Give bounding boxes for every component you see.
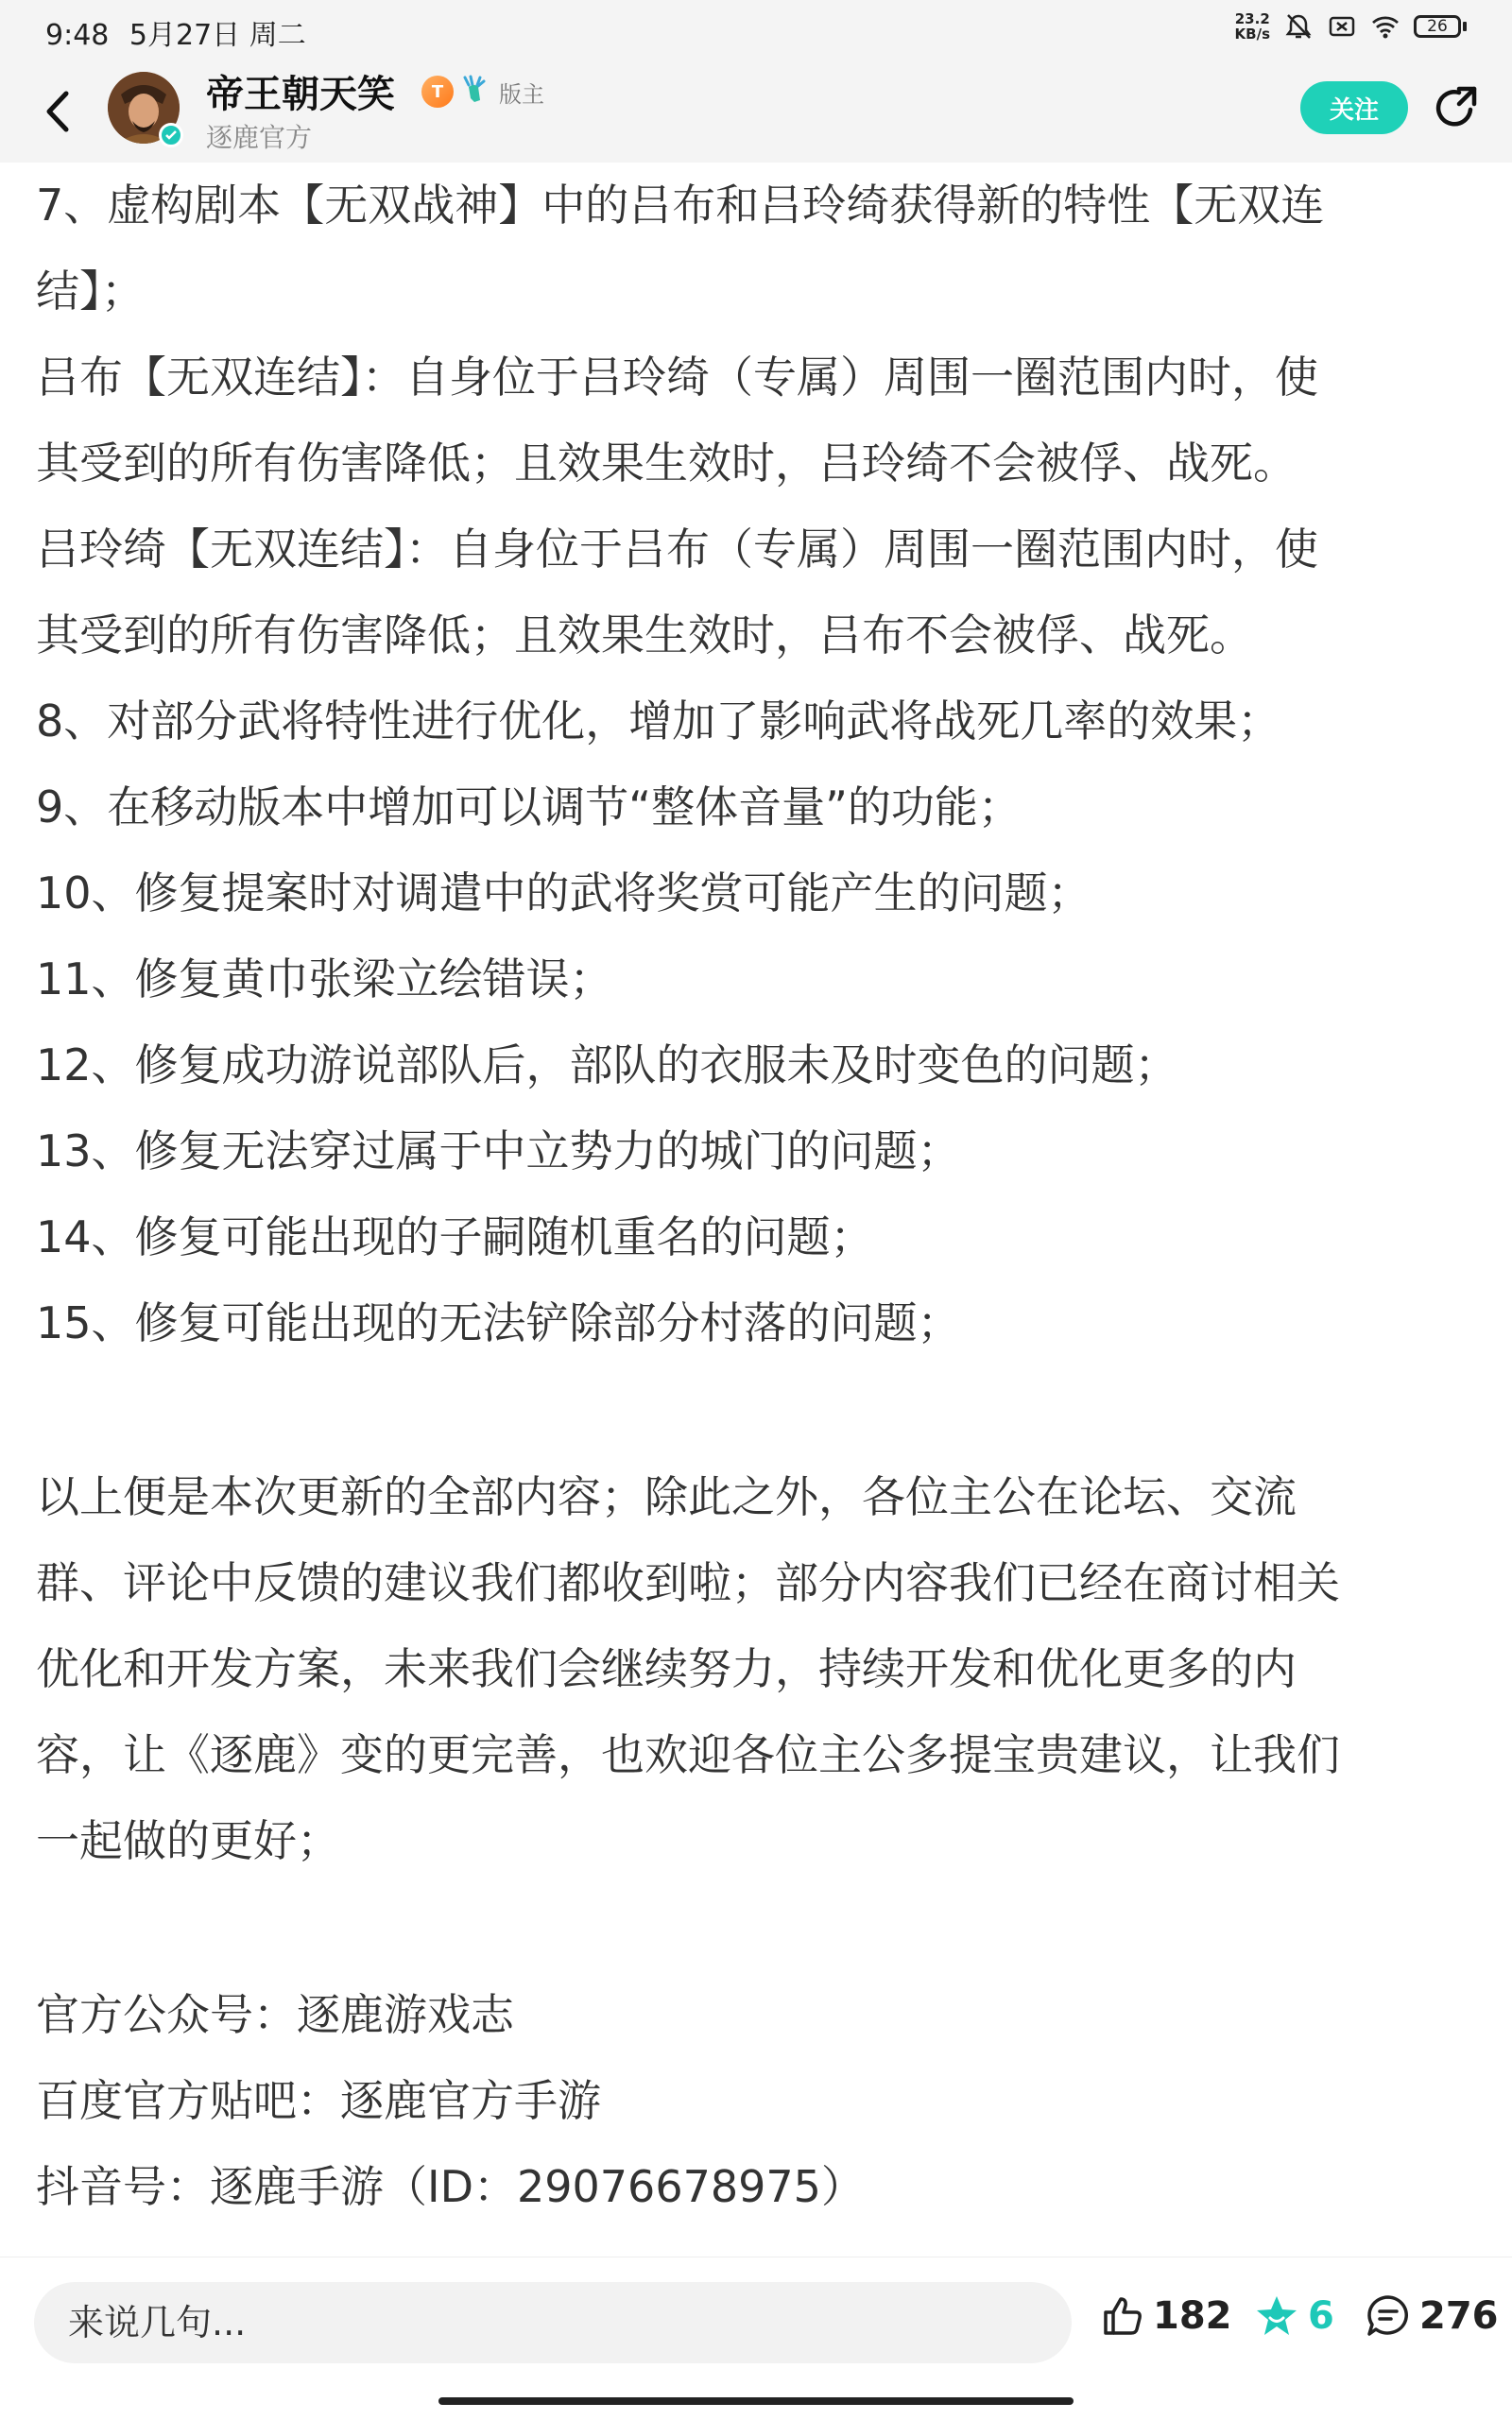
status-icons (1235, 11, 1467, 42)
post-header (0, 59, 1512, 163)
favorite-count: 6 (1308, 2294, 1334, 2338)
level-badge-icon: T (421, 76, 454, 108)
network-speed-unit: KB/s (1234, 26, 1270, 43)
chevron-left-icon (43, 90, 72, 133)
star-icon (1253, 2293, 1300, 2339)
bottom-action-bar (0, 2257, 1512, 2420)
share-icon[interactable] (1431, 83, 1480, 132)
favorite-button[interactable] (1253, 2293, 1334, 2339)
status-date: 5月27日 周二 (129, 19, 306, 52)
article-line: 结】； (36, 266, 145, 317)
thumbs-up-icon (1100, 2293, 1145, 2339)
like-button[interactable] (1100, 2293, 1232, 2339)
article-line: 容，让《逐鹿》变的更完善，也欢迎各位主公多提宝贵建议，让我们 (36, 1729, 1340, 1780)
comment-bubble-icon (1365, 2293, 1412, 2339)
no-sim-icon (1327, 11, 1357, 42)
article-line: 10、修复提案时对调遣中的武将奖赏可能产生的问题； (36, 867, 1091, 918)
comment-count: 276 (1419, 2294, 1499, 2338)
user-name[interactable]: 帝王朝天笑 (206, 73, 395, 116)
article-line: 百度官方贴吧：逐鹿官方手游 (36, 2075, 601, 2126)
article-line: 15、修复可能出现的无法铲除部分村落的问题； (36, 1297, 961, 1348)
article-line: 9、在移动版本中增加可以调节“整体音量”的功能； (36, 781, 1022, 832)
post-content (36, 163, 1476, 2230)
article-line: 吕布【无双连结】：自身位于吕玲绮（专属）周围一圈范围内时，使 (36, 352, 1318, 403)
battery-icon (1414, 15, 1467, 38)
article-line: 其受到的所有伤害降低；且效果生效时，吕玲绮不会被俘、战死。 (36, 438, 1297, 489)
battery-level: 26 (1414, 15, 1461, 38)
article-line: 13、修复无法穿过属于中立势力的城门的问题； (36, 1125, 961, 1176)
user-subtitle: 逐鹿官方 (206, 122, 313, 153)
article-line: 优化和开发方案，未来我们会继续努力，持续开发和优化更多的内 (36, 1643, 1297, 1694)
like-count: 182 (1153, 2294, 1232, 2338)
article-line: 7、虚构剧本【无双战神】中的吕布和吕玲绮获得新的特性【无双连 (36, 180, 1325, 231)
paragraph-spacer (36, 1366, 1476, 1454)
moderator-label: 版主 (499, 81, 544, 108)
article-line: 12、修复成功游说部队后，部队的衣服未及时变色的问题； (36, 1039, 1178, 1090)
follow-button[interactable]: 关注 (1300, 81, 1408, 134)
deer-badge-icon (457, 74, 490, 106)
article-line: 以上便是本次更新的全部内容；除此之外，各位主公在论坛、交流 (36, 1471, 1297, 1522)
article-line: 一起做的更好； (36, 1815, 340, 1866)
wifi-icon (1370, 11, 1400, 42)
article-line: 14、修复可能出现的子嗣随机重名的问题； (36, 1211, 874, 1262)
home-indicator[interactable] (438, 2397, 1074, 2405)
article-line: 8、对部分武将特性进行优化，增加了影响武将战死几率的效果； (36, 695, 1281, 747)
network-speed (1235, 11, 1270, 42)
article-line: 群、评论中反馈的建议我们都收到啦；部分内容我们已经在商讨相关 (36, 1557, 1340, 1608)
back-button[interactable] (34, 83, 81, 140)
status-bar (0, 0, 1512, 59)
status-time-date (45, 11, 306, 53)
paragraph-spacer (36, 1884, 1476, 1972)
article-line: 抖音号：逐鹿手游（ID：29076678975） (36, 2161, 865, 2212)
comment-input[interactable] (34, 2282, 1072, 2363)
verified-badge-icon (159, 123, 183, 147)
status-time: 9:48 (45, 19, 110, 52)
article-line: 官方公众号：逐鹿游戏志 (36, 1989, 514, 2040)
article-line: 其受到的所有伤害降低；且效果生效时，吕布不会被俘、战死。 (36, 609, 1253, 661)
avatar[interactable] (108, 72, 180, 144)
mute-bell-icon (1283, 11, 1314, 42)
article-line: 吕玲绮【无双连结】：自身位于吕布（专属）周围一圈范围内时，使 (36, 523, 1318, 575)
comment-button[interactable] (1365, 2293, 1499, 2339)
network-speed-value: 23.2 (1234, 10, 1270, 27)
article-line: 11、修复黄巾张梁立绘错误； (36, 953, 613, 1004)
